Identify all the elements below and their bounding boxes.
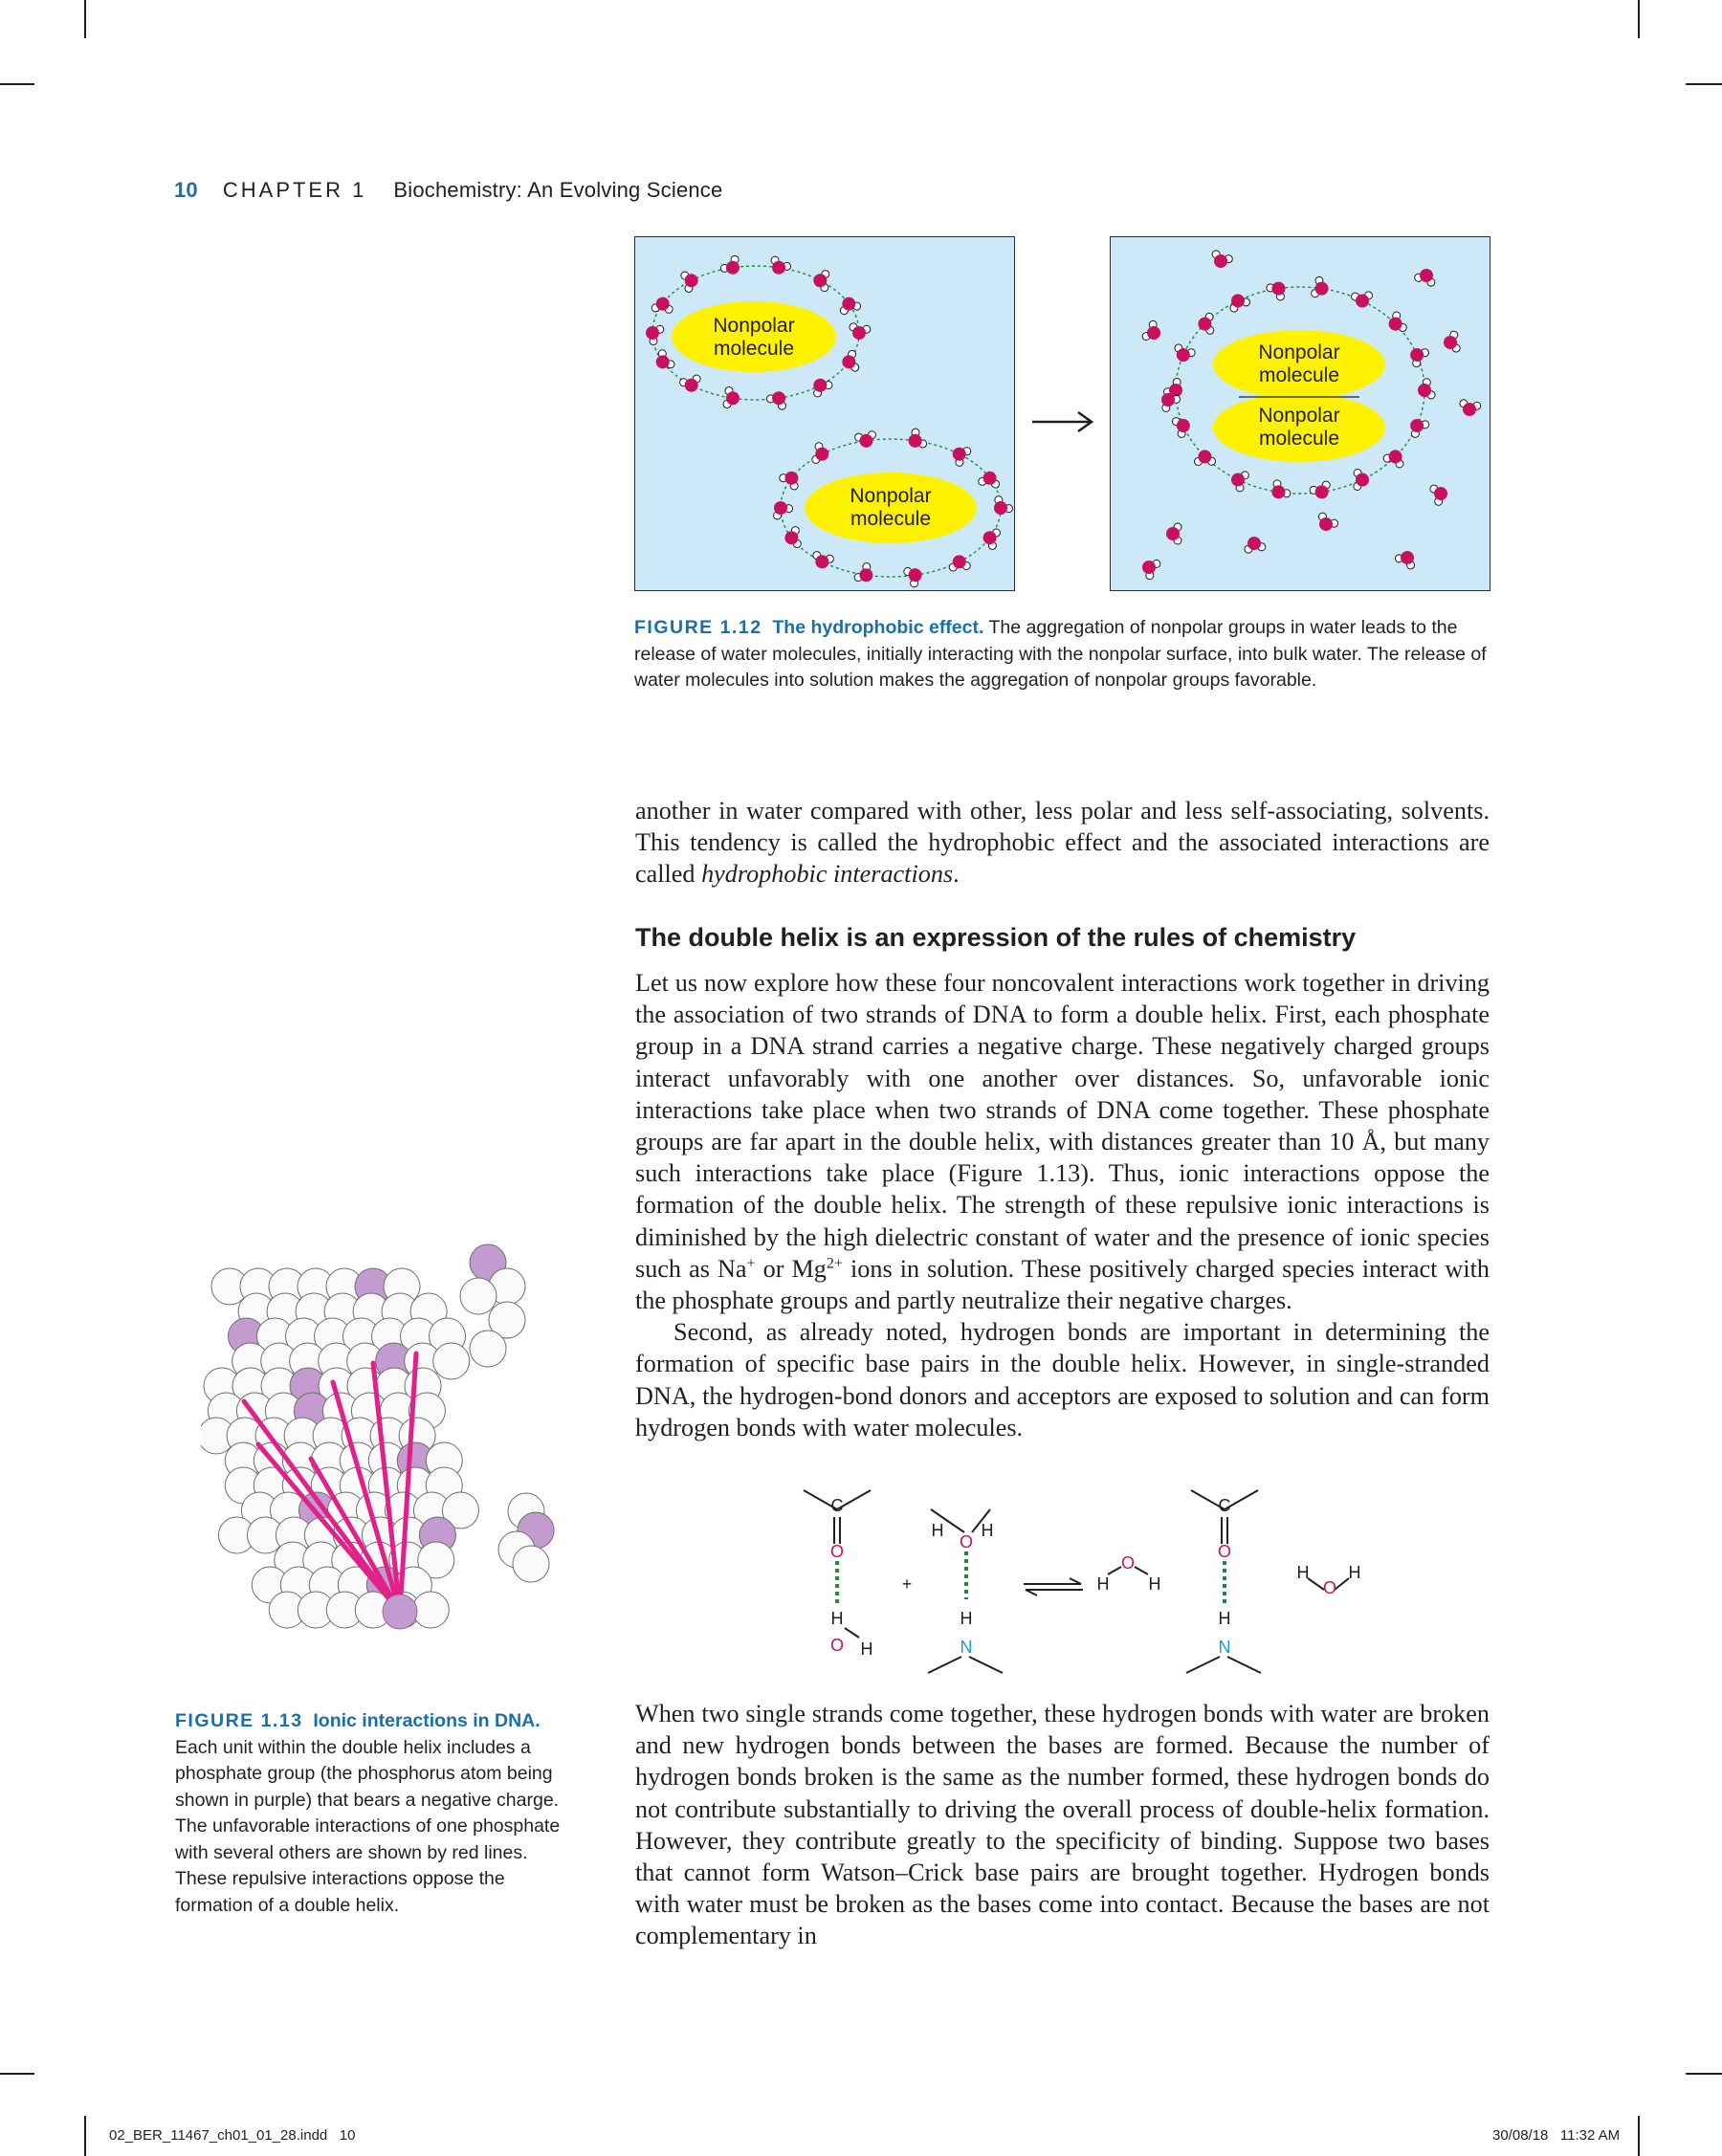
reaction-arrow: [1028, 397, 1097, 451]
atom-O: O: [829, 1636, 845, 1655]
water-molecule: [981, 526, 1002, 551]
molecule-label: molecule: [1258, 364, 1340, 386]
atom-O: O: [1322, 1578, 1337, 1597]
water-molecule: [1225, 290, 1251, 313]
atom-H: H: [1348, 1563, 1361, 1582]
atom-H: H: [1148, 1574, 1161, 1594]
water-molecule: [1141, 319, 1165, 345]
crop-mark: [0, 2073, 34, 2075]
crop-mark: [0, 83, 34, 85]
footer-timestamp: 30/08/18 11:32 AM: [1492, 2127, 1621, 2144]
dna-atom: [470, 1331, 506, 1367]
hydrophobic-panel-before: [634, 236, 1015, 591]
body-text-top: [635, 795, 1490, 891]
atom-O: O: [959, 1532, 974, 1551]
water-molecule: [651, 348, 675, 374]
molecule-label: Nonpolar: [1258, 341, 1340, 363]
water-molecule: [680, 269, 701, 294]
water-molecule: [651, 297, 674, 314]
water-molecule: [784, 526, 802, 549]
paragraph: Let us now explore how these four noncovalent interactions work together in driving the association of two strands of DNA to form a double helix. First, each phosphate group in a DNA strand carries a negative charge. These negatively charged groups interact unfavorably with one another over distances. So, unfavorable ionic interactions take place when two strands of DNA come together. These phosphate groups are far apart in the double helix, with distances greater than 10 Å, but many such interactions take place (Figure 1.13). Thus, ionic interactions oppose the formation of the double helix. The strength of these repulsive ionic interactions is diminished by the high dielectric constant of water and the presence of ionic species such as Na+ or $Mg^{2+}$ ions in solution. These positively charged species interact with the phosphate groups and partly neutralize their negative charges.: [635, 969, 1490, 1315]
water-molecule: [1384, 311, 1407, 337]
crop-mark: [1638, 0, 1640, 38]
page-number: 10: [174, 178, 198, 202]
water-molecule: [1314, 512, 1339, 536]
molecule-label: molecule: [850, 508, 932, 530]
molecule-label: molecule: [713, 338, 795, 360]
figure-1-12-caption: [634, 615, 1490, 694]
water-molecule: [765, 387, 791, 411]
molecule-label: Nonpolar: [713, 315, 795, 337]
water-molecule: [988, 495, 1014, 519]
dna-atom: [460, 1278, 497, 1314]
water-molecule: [642, 320, 666, 346]
crop-mark: [1638, 2116, 1640, 2156]
water-molecule: [948, 554, 971, 571]
figure-caption-text: Each unit within the double helix includes a phosphate group (the phosphorus atom being shown in purple) that bears a negative charge. The unfavorable interactions of one phosphate with several others are shown by red lines. These repulsive interactions oppose the formation of a double helix.: [175, 1736, 561, 1916]
emphasis: hydrophobic interactions: [701, 860, 954, 889]
atom-O: O: [1217, 1542, 1232, 1561]
water-molecule: [1194, 450, 1215, 465]
dna-atom: [513, 1546, 549, 1582]
water-molecule: [1309, 480, 1334, 502]
figure-title: The hydrophobic effect.: [772, 617, 984, 638]
water-molecule: [1404, 413, 1430, 439]
water-molecule: [1394, 546, 1420, 570]
water-molecule: [1137, 555, 1161, 581]
water-molecule: [948, 442, 973, 468]
plus-sign: +: [901, 1574, 913, 1594]
water-molecule: [807, 374, 833, 399]
body-text-bottom: [635, 1698, 1490, 1952]
figure-label: FIGURE 1.13: [175, 1710, 303, 1731]
water-molecule: [723, 386, 741, 409]
atom-C: C: [1218, 1496, 1231, 1515]
dna-spacefill-image: [201, 1243, 555, 1669]
water-molecule: [840, 350, 860, 374]
atom-H: H: [1218, 1609, 1231, 1628]
dna-atom: [412, 1592, 449, 1628]
water-molecule: [810, 551, 834, 571]
water-molecule: [813, 270, 829, 292]
water-molecule: [1267, 478, 1292, 504]
hydrophobic-panel-after: [1110, 236, 1490, 591]
molecule-label: molecule: [1258, 428, 1340, 450]
dna-atom: [433, 1343, 470, 1379]
water-molecule: [1311, 275, 1332, 300]
water-molecule: [853, 561, 878, 587]
water-molecule: [1208, 250, 1233, 272]
figure-caption-text: The aggregation of nonpolar groups in water leads to the release of water molecules, initially interacting with the nonpolar surface, into bulk water. The release of water molecules into solution makes the aggregation of nonpolar groups favorable.: [634, 617, 1487, 691]
nonpolar-molecule: [672, 301, 836, 372]
water-molecule: [1442, 331, 1461, 354]
paragraph: When two single strands come together, these hydrogen bonds with water are broken and new hydrogen bonds between the bases are formed. Because the number of hydrogen bonds broken is the same as the number formed, these hydrogen bonds do not contribute substantially to driving the overall process of double-helix formation. However, they contribute greatly to the specificity of binding. Suppose two bases that cannot form Watson–Crick base pairs are brought together. Hydrogen bonds with water must be broken as the bases come into contact. Because the bases are not complementary in: [635, 1700, 1490, 1950]
water-molecule: [1354, 469, 1369, 490]
atom-N: N: [960, 1638, 973, 1657]
water-molecule: [1227, 468, 1249, 493]
water-molecule: [1198, 313, 1214, 335]
crop-mark: [1686, 83, 1722, 85]
hydrogen-bond-equation: [784, 1483, 1378, 1693]
body-text-middle: [635, 967, 1490, 1443]
figure-label: FIGURE 1.12: [634, 617, 762, 638]
atom-H: H: [931, 1521, 944, 1540]
atom-H: H: [1296, 1563, 1310, 1582]
atom-H: H: [960, 1609, 973, 1628]
atom-C: C: [830, 1496, 844, 1515]
atom-N: N: [1218, 1638, 1231, 1657]
water-molecule: [778, 467, 804, 492]
water-molecule: [1351, 292, 1373, 309]
atom-O: O: [829, 1542, 845, 1561]
water-molecule: [848, 322, 871, 341]
water-molecule: [679, 374, 703, 394]
water-molecule: [1171, 343, 1196, 365]
running-header: [174, 178, 722, 203]
water-molecule: [811, 442, 831, 466]
water-molecule: [1429, 481, 1451, 506]
water-molecule: [978, 470, 1002, 489]
molecule-label: Nonpolar: [1258, 405, 1340, 427]
figure-title: Ionic interactions in DNA.: [313, 1710, 541, 1731]
chapter-title: Biochemistry: An Evolving Science: [393, 178, 723, 202]
footer-file-info: 02_BER_11467_ch01_01_28.indd 10: [109, 2127, 356, 2144]
chapter-label: CHAPTER 1: [222, 178, 367, 202]
water-molecule: [1414, 266, 1439, 288]
water-molecule: [1166, 523, 1181, 544]
atom-H: H: [860, 1639, 873, 1659]
atom-O: O: [1120, 1553, 1136, 1573]
water-molecule: [1265, 276, 1291, 302]
water-molecule: [837, 294, 862, 315]
water-molecule: [1171, 413, 1194, 439]
paragraph: Second, as already noted, hydrogen bonds are important in determining the formation of specific base pairs in the double helix. However, in single-stranded DNA, the hydrogen-bond donors and acceptors are exposed to solution and can form hydrogen bonds with water molecules.: [635, 1318, 1490, 1441]
crop-mark: [84, 0, 86, 38]
paragraph: another in water compared with other, less polar and less self-associating, solvents. This tendency is called the hydrophobic effect and the associated interactions are called hydrophobic interactions.: [635, 797, 1490, 889]
molecule-label: Nonpolar: [850, 485, 932, 507]
section-heading: The double helix is an expression of the rules of chemistry: [635, 923, 1357, 952]
water-molecule: [768, 496, 794, 520]
atom-H: H: [830, 1609, 844, 1628]
water-molecule: [1243, 535, 1266, 554]
water-molecule: [1405, 342, 1430, 368]
crop-mark: [1686, 2073, 1722, 2075]
water-molecule: [1415, 378, 1437, 403]
atom-H: H: [981, 1521, 994, 1540]
water-molecule: [1458, 399, 1481, 418]
phosphorus-atom: [383, 1595, 417, 1629]
crop-mark: [84, 2116, 86, 2156]
figure-1-13-caption: [175, 1708, 563, 1919]
atom-H: H: [1096, 1574, 1110, 1594]
